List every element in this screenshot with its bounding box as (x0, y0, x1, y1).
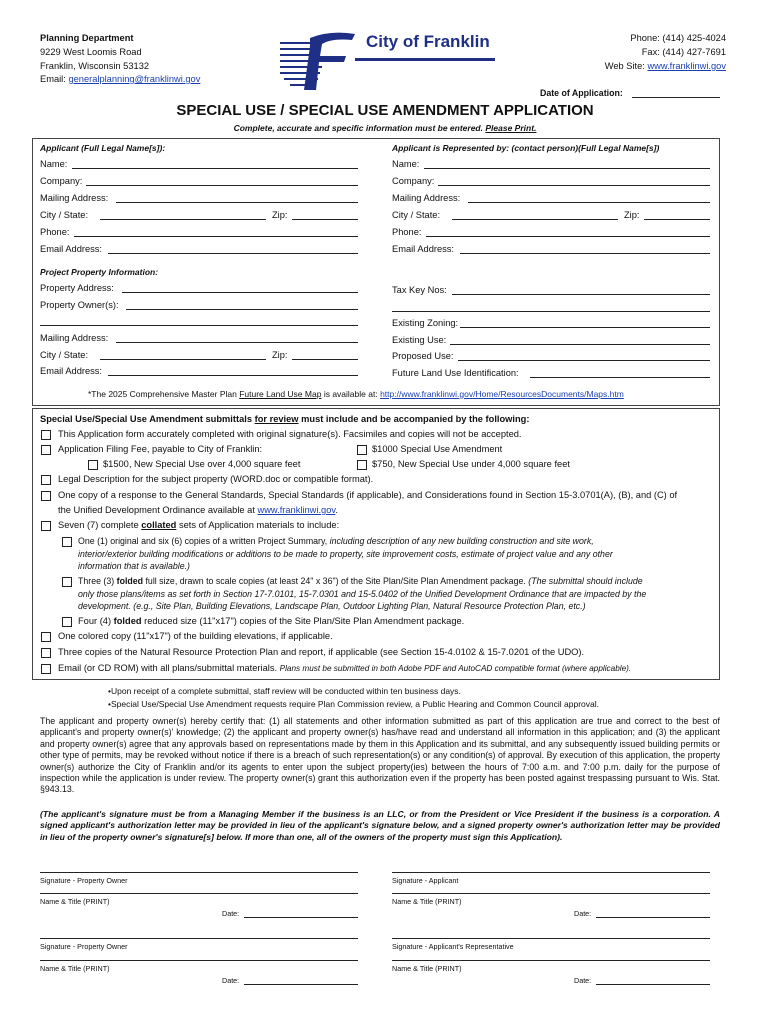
maps-link[interactable]: http://www.franklinwi.gov/Home/ResourcesDocuments/Maps.htm (380, 389, 624, 399)
please-print: Please Print. (485, 123, 537, 133)
submittals-heading: Special Use/Special Use Amendment submittals for review must include and be accompanied by the following: (40, 414, 530, 424)
date-of-application-field[interactable] (632, 97, 720, 98)
applicant-email-label: Email Address: (40, 244, 103, 254)
website-row (605, 61, 726, 72)
property-email-label: Email Address: (40, 366, 103, 376)
applicant-company-label: Company: (40, 176, 83, 186)
checkbox-project-summary[interactable] (62, 537, 72, 547)
tax-key-label: Tax Key Nos: (392, 285, 447, 295)
phone: Phone: (414) 425-4024 (630, 33, 726, 43)
property-owners-label: Property Owner(s): (40, 300, 119, 310)
property-mailing-field[interactable] (116, 342, 358, 343)
applicant-signature-label: Signature - Applicant (392, 876, 459, 885)
existing-zoning-label: Existing Zoning: (392, 318, 459, 328)
property-address-label: Property Address: (40, 283, 114, 293)
applicant-phone-field[interactable] (74, 236, 358, 237)
checkbox-fee-750[interactable] (357, 460, 367, 470)
owner-date-line-2[interactable] (244, 984, 358, 985)
property-heading: Project Property Information: (40, 267, 159, 277)
checkbox-application-form[interactable] (41, 430, 51, 440)
future-land-use-map: Future Land Use Map (239, 389, 322, 399)
owner-name-line-2[interactable] (40, 960, 358, 961)
applicant-name-field[interactable] (72, 168, 358, 169)
svg-text:City of Franklin: City of Franklin (366, 32, 490, 51)
representative-heading: Applicant is Represented by: (contact person)(Full Legal Name[s]) (392, 143, 660, 153)
future-land-use-label: Future Land Use Identification: (392, 368, 519, 378)
owner-name-label-1: Name & Title (PRINT) (40, 897, 110, 906)
checkbox-colored-copy[interactable] (41, 632, 51, 642)
fee-750-label: $750, New Special Use under 4,000 square feet (372, 459, 570, 469)
item-seven-sets: Seven (7) complete collated sets of Application materials to include: (58, 520, 340, 530)
item-full-size-copies: Three (3) folded full size, drawn to scale copies (at least 24" x 36") of the Site Plan/Site Plan Amendment package. (The submittal should include (78, 576, 643, 586)
note-approval: •Special Use/Special Use Amendment requests require Plan Commission review, a Public Hearing and Common Council approval. (108, 699, 600, 709)
rep-date-line[interactable] (596, 984, 710, 985)
applicant-email-field[interactable] (108, 253, 358, 254)
item-general-standards: One copy of a response to the General Standards, Special Standards (if applicable), and Considerations found in Section 15-3.0701(A), (B), and (C) of (58, 490, 678, 500)
rep-mailing-field[interactable] (468, 202, 710, 203)
fee-1000-label: $1000 Special Use Amendment (372, 444, 503, 454)
udo-link[interactable]: www.franklinwi.gov (257, 505, 336, 515)
rep-phone-label: Phone: (392, 227, 422, 237)
rep-name-label: Name: (392, 159, 420, 169)
property-address-field[interactable] (122, 292, 358, 293)
applicant-name-label: Name & Title (PRINT) (392, 897, 462, 906)
rep-mailing-label: Mailing Address: (392, 193, 461, 203)
owner-date-label-2: Date: (222, 976, 240, 985)
proposed-use-label: Proposed Use: (392, 351, 454, 361)
item-colored-copy: One colored copy (11"x17") of the building elevations, if applicable. (58, 631, 333, 641)
rep-zip-label: Zip: (624, 210, 640, 220)
item-project-summary: One (1) original and six (6) copies of a written Project Summary, including description of any new building construction and site work, (78, 536, 594, 546)
owner-signature-label-1: Signature - Property Owner (40, 876, 128, 885)
checkbox-general-standards[interactable] (41, 491, 51, 501)
applicant-zip-label: Zip: (272, 210, 288, 220)
date-of-application-label: Date of Application: (540, 88, 623, 98)
property-zip-label: Zip: (272, 350, 288, 360)
tax-key-field-2[interactable] (392, 311, 710, 312)
item-legal-description: Legal Description for the subject property (WORD.doc or compatible format). (58, 474, 374, 484)
city-logo-icon (280, 28, 500, 98)
website-link[interactable]: www.franklinwi.gov (647, 61, 726, 71)
applicant-name-label: Name: (40, 159, 68, 169)
rep-city-field[interactable] (452, 219, 618, 220)
rep-email-field[interactable] (460, 253, 710, 254)
applicant-city-field[interactable] (100, 219, 266, 220)
rep-signature-label: Signature - Applicant's Representative (392, 942, 514, 951)
checkbox-email-cd[interactable] (41, 664, 51, 674)
department-name: Planning Department (40, 33, 134, 43)
checkbox-fee-1000[interactable] (357, 445, 367, 455)
applicant-mailing-field[interactable] (116, 202, 358, 203)
applicant-signature-line[interactable] (392, 872, 710, 873)
property-city-label: City / State: (40, 350, 89, 360)
future-land-use-field[interactable] (530, 377, 710, 378)
property-mailing-label: Mailing Address: (40, 333, 109, 343)
rep-name-field[interactable] (424, 168, 710, 169)
email-label: Email: (40, 74, 66, 84)
fax: Fax: (414) 427-7691 (641, 47, 726, 57)
checkbox-fee-1500[interactable] (88, 460, 98, 470)
owner-signature-line-2[interactable] (40, 938, 358, 939)
item-application-form: This Application form accurately completed with original signature(s). Facsimiles and copies will not be accepted. (58, 429, 522, 439)
page-subtitle: Complete, accurate and specific information must be entered. Please Print. (233, 123, 537, 133)
item-full-size-copies-2: only those plans/items as set forth in Section 17-7.0101, 15-7.0301 and 15-5.0402 of the Unified Development Ordinance that are impacted by the (78, 589, 647, 599)
owner-signature-line-1[interactable] (40, 872, 358, 873)
item-general-standards-2: the Unified Development Ordinance available at www.franklinwi.gov. (58, 505, 338, 515)
existing-zoning-field[interactable] (460, 327, 710, 328)
fee-1500-label: $1500, New Special Use over 4,000 square feet (103, 459, 301, 469)
address-line-2: Franklin, Wisconsin 53132 (40, 61, 150, 71)
applicant-company-field[interactable] (86, 185, 358, 186)
signature-note: (The applicant's signature must be from a Managing Member if the business is an LLC, or from the President or Vice President if the business is a corporation. A signed applicant's authorization letter may be provided in lieu of the applicant's signature below, and a signed property owner's authorization letter may be provided in lieu of the property owner's signature[s] below. If more than one, all of the owners of the property must sign this Application). (40, 809, 720, 842)
note-review: •Upon receipt of a complete submittal, staff review will be conducted within ten business days. (108, 686, 461, 696)
checkbox-nrpp[interactable] (41, 648, 51, 658)
existing-use-label: Existing Use: (392, 335, 447, 345)
owner-date-line-1[interactable] (244, 917, 358, 918)
item-email-cd: Email (or CD ROM) with all plans/submittal materials. Plans must be submitted in both Adobe PDF and AutoCAD compatible format (where applicable). (58, 663, 632, 673)
item-project-summary-2: interior/exterior building modifications or additions to be made to property, site improvement costs, estimate of project value and any other (78, 549, 613, 559)
rep-company-field[interactable] (438, 185, 710, 186)
rep-name-line[interactable] (392, 960, 710, 961)
rep-city-label: City / State: (392, 210, 441, 220)
checkbox-full-size-copies[interactable] (62, 577, 72, 587)
checkbox-legal-description[interactable] (41, 475, 51, 485)
property-zip-field[interactable] (292, 359, 358, 360)
rep-name-label-sig: Name & Title (PRINT) (392, 964, 462, 973)
owner-name-label-2: Name & Title (PRINT) (40, 964, 110, 973)
rep-company-label: Company: (392, 176, 435, 186)
item-nrpp: Three copies of the Natural Resource Protection Plan and report, if applicable (see Section 15-4.0102 & 15-7.0201 of the UDO). (58, 647, 585, 657)
applicant-phone-label: Phone: (40, 227, 70, 237)
applicant-zip-field[interactable] (292, 219, 358, 220)
checkbox-filing-fee[interactable] (41, 445, 51, 455)
website-label: Web Site: (604, 61, 645, 71)
applicant-name-line[interactable] (392, 893, 710, 894)
item-reduced-copies: Four (4) folded reduced size (11"x17") copies of the Site Plan/Site Plan Amendment package. (78, 616, 465, 626)
rep-phone-field[interactable] (426, 236, 710, 237)
property-owners-field-2[interactable] (40, 325, 358, 326)
item-filing-fee: Application Filing Fee, payable to City of Franklin: (58, 444, 263, 454)
checkbox-seven-sets[interactable] (41, 521, 51, 531)
existing-use-field[interactable] (450, 344, 710, 345)
rep-email-label: Email Address: (392, 244, 455, 254)
page-title: SPECIAL USE / SPECIAL USE AMENDMENT APPLICATION (176, 102, 594, 119)
email-link[interactable]: generalplanning@franklinwi.gov (68, 74, 201, 84)
property-city-field[interactable] (100, 359, 266, 360)
tax-key-field[interactable] (452, 294, 710, 295)
property-email-field[interactable] (108, 375, 358, 376)
rep-zip-field[interactable] (644, 219, 710, 220)
rep-date-label: Date: (574, 976, 592, 985)
owner-date-label-1: Date: (222, 909, 240, 918)
applicant-heading: Applicant (Full Legal Name[s]): (40, 143, 166, 153)
applicant-date-line[interactable] (596, 917, 710, 918)
applicant-city-label: City / State: (40, 210, 89, 220)
checkbox-reduced-copies[interactable] (62, 617, 72, 627)
property-owners-field[interactable] (126, 309, 358, 310)
address-line-1: 9229 West Loomis Road (40, 47, 142, 57)
city-logo (280, 28, 500, 98)
proposed-use-field[interactable] (458, 360, 710, 361)
applicant-date-label: Date: (574, 909, 592, 918)
owner-name-line-1[interactable] (40, 893, 358, 894)
owner-signature-label-2: Signature - Property Owner (40, 942, 128, 951)
item-full-size-copies-3: development. (e.g., Site Plan, Building Elevations, Landscape Plan, Outdoor Lighting Plan, Natural Resource Protection Plan, etc.) (78, 601, 586, 611)
item-project-summary-3: information that is available.) (78, 561, 190, 571)
certification-paragraph: The applicant and property owner(s) hereby certify that: (1) all statements and other information submitted as part of this application are true and correct to the best of applicant's and property owner(s)' knowledge; (2) the applicant and property owner(s) has/have read and understand all information in this application; and (3) the applicant and property owner(s) agree that any approvals based on representations made by them in this Application and its submittal, and any subsequently issued building permits or other type of permits, may be revoked without notice if there is a breach of such representation(s) or any condition(s) of approval. By execution of this application, the property owner(s) authorize the City of Franklin and/or its agents to enter upon the subject property(ies) between the hours of 7:00 a.m. and 7:00 p.m. daily for the purpose of inspection while the application is under review. The property owner(s) grant this authorization even if the property has been posted against trespassing pursuant to Wis. Stat. §943.13. (40, 716, 720, 795)
applicant-mailing-label: Mailing Address: (40, 193, 109, 203)
master-plan-note: *The 2025 Comprehensive Master Plan Future Land Use Map is available at: http://www.franklinwi.gov/Home/ResourcesDocuments/Maps.htm (88, 389, 624, 399)
email-row (40, 74, 200, 85)
rep-signature-line[interactable] (392, 938, 710, 939)
